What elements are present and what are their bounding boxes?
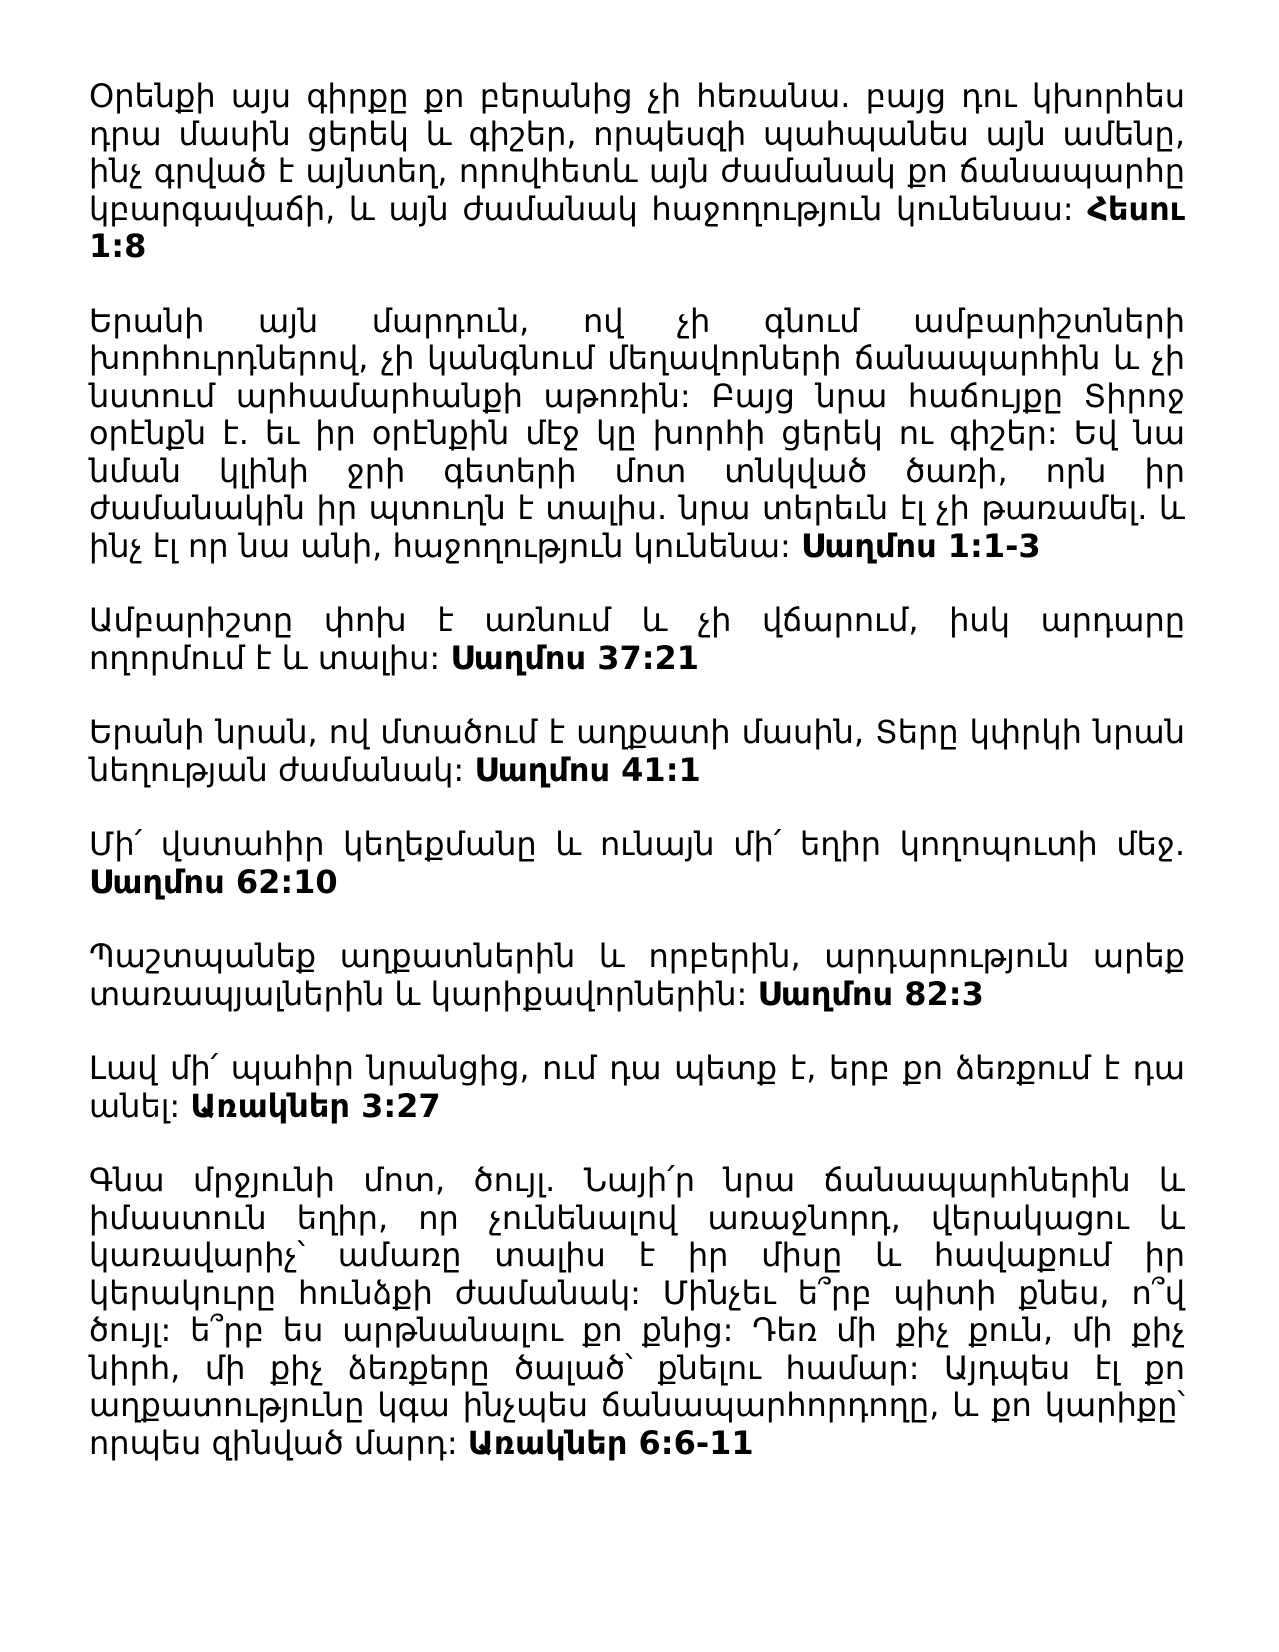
verse-text: Լավ մի՛ պահիր նրանցից, ում դա պետք է, երբ քո ձեռքում է դա անել: [89, 1049, 1185, 1125]
verse-text: Գնա մրջյունի մոտ, ծույլ. Նայի՛ր նրա ճանապարհներին և իմաստուն եղիր, որ չունենալով առաջնորդ, վերակացու և կառավարիչ՝ ամառը տալիս է իր միսը և հավաքում իր կերակուրը հունձքի ժամանակ: Մինչեւ ե՞րբ պիտի քնես, ո՞վ ծույլ: ե՞րբ ես արթնանալու քո քնից: Դեռ մի քիչ քուն, մի քիչ նիրհ, մի քիչ ձեռքերը ծալած՝ քնելու համար: Այդպես էլ քո աղքատությունը կգա ինչպես ճանապարհորդողը, և քո կարիքը՝ որպես զինված մարդ: [89, 1161, 1185, 1462]
verse-text: Օրենքի այս գիրքը քո բերանից չի հեռանա. բայց դու կխորհես դրա մասին ցերեկ և գիշեր, որպեսզի պահպանես այն ամենը, ինչ գրված է այնտեղ, որովհետև այն ժամանակ քո ճանապարհը կբարգավաճի, և այն ժամանակ հաջողություն կունենաս: [89, 77, 1185, 228]
verse-paragraph [89, 714, 1185, 789]
verse-text: Մի՛ վստահիր կեղեքմանը և ունայն մի՛ եղիր կողոպուտի մեջ. [89, 825, 1185, 863]
verse-reference: Սաղմոս 1:1-3 [800, 526, 1041, 565]
verse-reference: Սաղմոս 37:21 [450, 638, 700, 677]
verse-reference: Հեսու 1:8 [89, 189, 1185, 265]
verse-text: Երանի նրան, ով մտածում է աղքատի մասին, Տերը կփրկի նրան նեղության ժամանակ: [89, 713, 1185, 789]
verse-reference: Սաղմոս 82:3 [757, 974, 984, 1013]
verse-reference: Առակներ 3:27 [190, 1086, 441, 1125]
verse-reference: Սաղմոս 41:1 [474, 750, 701, 789]
verse-paragraph [89, 78, 1185, 266]
verse-text: Երանի այն մարդուն, ով չի գնում ամբարիշտների խորհուրդներով, չի կանգնում մեղավորների ճանապարհին և չի նստում արհամարհանքի աթոռին: Բայց նրա հաճույքը Տիրոջ օրէնքն է. եւ իր օրէնքին մէջ կը խորհի ցերեկ ու գիշեր: Եվ նա նման կլինի ջրի գետերի մոտ տնկված ծառի, որն իր ժամանակին իր պտուղն է տալիս. նրա տերեւն էլ չի թառամել. և ինչ էլ որ նա անի, հաջողություն կունենա: [89, 301, 1185, 565]
verse-paragraph [89, 303, 1185, 566]
verse-paragraph [89, 1050, 1185, 1125]
verse-text: Պաշտպանեք աղքատներին և որբերին, արդարություն արեք տառապյալներին և կարիքավորներին: [89, 937, 1185, 1013]
verse-paragraph [89, 602, 1185, 677]
verse-paragraph [89, 826, 1185, 901]
verse-paragraph [89, 1162, 1185, 1462]
verse-reference: Սաղմոս 62:10 [89, 862, 338, 901]
verse-reference: Առակներ 6:6-11 [467, 1423, 754, 1462]
verse-paragraph [89, 938, 1185, 1013]
document-page [89, 78, 1185, 1499]
verse-text: Ամբարիշտը փոխ է առնում և չի վճարում, իսկ արդարը ողորմում է և տալիս: [89, 601, 1185, 677]
